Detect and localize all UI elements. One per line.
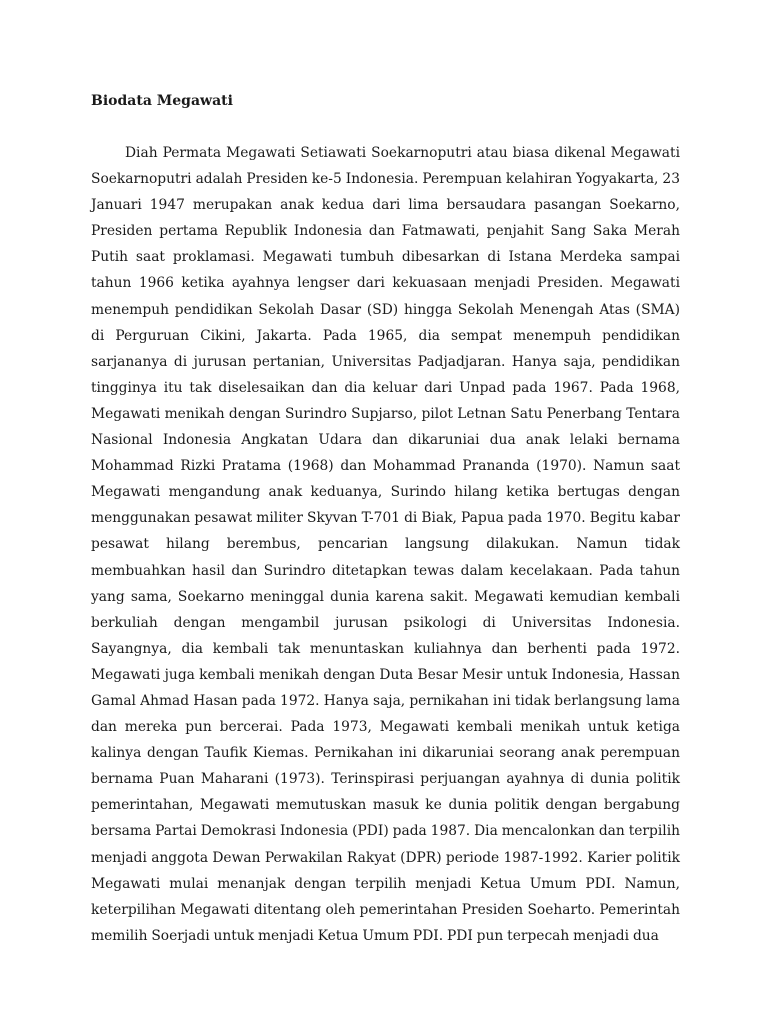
document-title: Biodata Megawati (91, 93, 233, 109)
body-paragraph: Diah Permata Megawati Setiawati Soekarnoputri atau biasa dikenal Megawati Soekarnoputri adalah Presiden ke-5 Indonesia. Perempuan kelahiran Yogyakarta, 23 Januari 1947 merupakan anak kedua dari lima bersaudara pasangan Soekarno, Presiden pertama Republik Indonesia dan Fatmawati, penjahit Sang Saka Merah Putih saat proklamasi. Megawati tumbuh dibesarkan di Istana Merdeka sampai tahun 1966 ketika ayahnya lengser dari kekuasaan menjadi Presiden. Megawati menempuh pendidikan Sekolah Dasar (SD) hingga Sekolah Menengah Atas (SMA) di Perguruan Cikini, Jakarta. Pada 1965, dia sempat menempuh pendidikan sarjananya di jurusan pertanian, Universitas Padjadjaran. Hanya saja, pendidikan tingginya itu tak diselesaikan dan dia keluar dari Unpad pada 1967. Pada 1968, Megawati menikah dengan Surindro Supjarso, pilot Letnan Satu Penerbang Tentara Nasional Indonesia Angkatan Udara dan dikaruniai dua anak lelaki bernama Mohammad Rizki Pratama (1968) dan Mohammad Prananda (1970). Namun saat Megawati mengandung anak keduanya, Surindo hilang ketika bertugas dengan menggunakan pesawat militer Skyvan T-701 di Biak, Papua pada 1970. Begitu kabar pesawat hilang berembus, pencarian langsung dilakukan. Namun tidak membuahkan hasil dan Surindro ditetapkan tewas dalam kecelakaan. Pada tahun yang sama, Soekarno meninggal dunia karena sakit. Megawati kemudian kembali berkuliah dengan mengambil jurusan psikologi di Universitas Indonesia. Sayangnya, dia kembali tak menuntaskan kuliahnya dan berhenti pada 1972. Megawati juga kembali menikah dengan Duta Besar Mesir untuk Indonesia, Hassan Gamal Ahmad Hasan pada 1972. Hanya saja, pernikahan ini tidak berlangsung lama dan mereka pun bercerai. Pada 1973, Megawati kembali menikah untuk ketiga kalinya dengan Taufik Kiemas. Pernikahan ini dikaruniai seorang anak perempuan bernama Puan Maharani (1973). Terinspirasi perjuangan ayahnya di dunia politik pemerintahan, Megawati memutuskan masuk ke dunia politik dengan bergabung bersama Partai Demokrasi Indonesia (PDI) pada 1987. Dia mencalonkan dan terpilih menjadi anggota Dewan Perwakilan Rakyat (DPR) periode 1987-1992. Karier politik Megawati mulai menanjak dengan terpilih menjadi Ketua Umum PDI. Namun, keterpilihan Megawati ditentang oleh pemerintahan Presiden Soeharto. Pemerintah memilih Soerjadi untuk menjadi Ketua Umum PDI. PDI pun terpecah menjadi dua (91, 145, 680, 944)
